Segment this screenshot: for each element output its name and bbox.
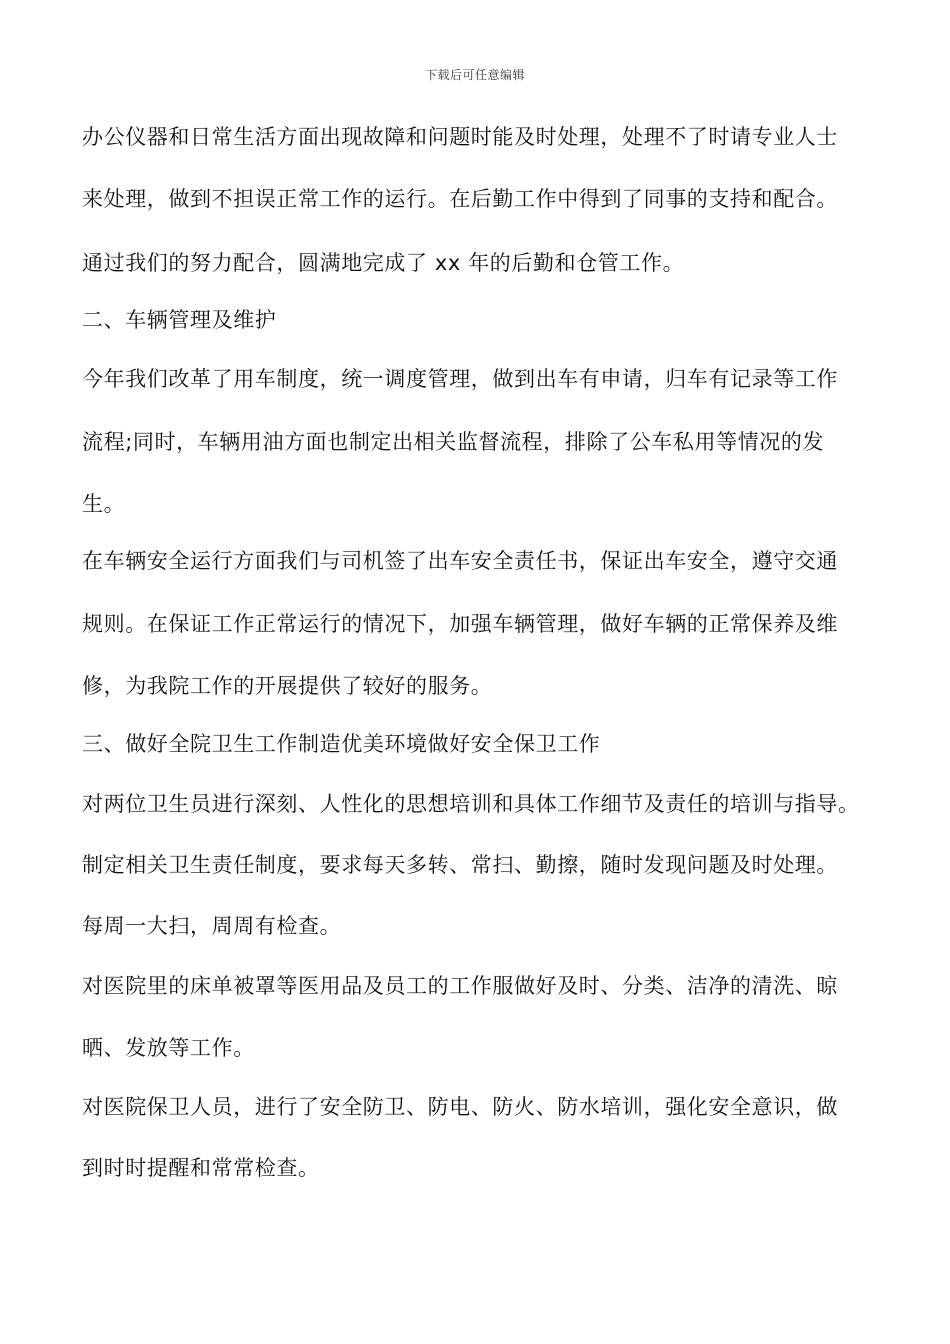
text-line: 流程;同时，车辆用油方面也制定出相关监督流程，排除了公车私用等情况的发 [82,430,825,454]
section-heading: 三、做好全院卫生工作制造优美环境做好安全保卫工作 [82,732,601,756]
text-line: 对两位卫生员进行深刻、人性化的思想培训和具体工作细节及责任的培训与指导。 [82,792,860,816]
text-line: 到时时提醒和常常检查。 [82,1156,320,1180]
text-line: 对医院保卫人员，进行了安全防卫、防电、防火、防水培训，强化安全意识，做 [82,1095,838,1119]
text-line: 今年我们改革了用车制度，统一调度管理，做到出车有申请，归车有记录等工作 [82,367,838,391]
text-line: 晒、发放等工作。 [82,1036,255,1060]
text-line: 每周一大扫，周周有检查。 [82,914,342,938]
text-line: 在车辆安全运行方面我们与司机签了出车安全责任书，保证出车安全，遵守交通 [82,549,838,573]
text-line: 修，为我院工作的开展提供了较好的服务。 [82,674,493,698]
section-heading: 二、车辆管理及维护 [82,308,277,332]
text-line: 生。 [82,492,126,516]
text-line: 对医院里的床单被罩等医用品及员工的工作服做好及时、分类、洁净的清洗、晾 [82,974,838,998]
text-line: 规则。在保证工作正常运行的情况下，加强车辆管理，做好车辆的正常保养及维 [82,612,838,636]
page-header: 下载后可任意编辑 [424,68,525,82]
text-line: 制定相关卫生责任制度，要求每天多转、常扫、勤擦，随时发现问题及时处理。 [82,853,838,877]
text-line: 来处理，做到不担误正常工作的运行。在后勤工作中得到了同事的支持和配合。 [82,187,838,211]
text-line: 办公仪器和日常生活方面出现故障和问题时能及时处理，处理不了时请专业人士 [82,125,838,149]
text-line: 通过我们的努力配合，圆满地完成了 xx 年的后勤和仓管工作。 [82,251,685,275]
